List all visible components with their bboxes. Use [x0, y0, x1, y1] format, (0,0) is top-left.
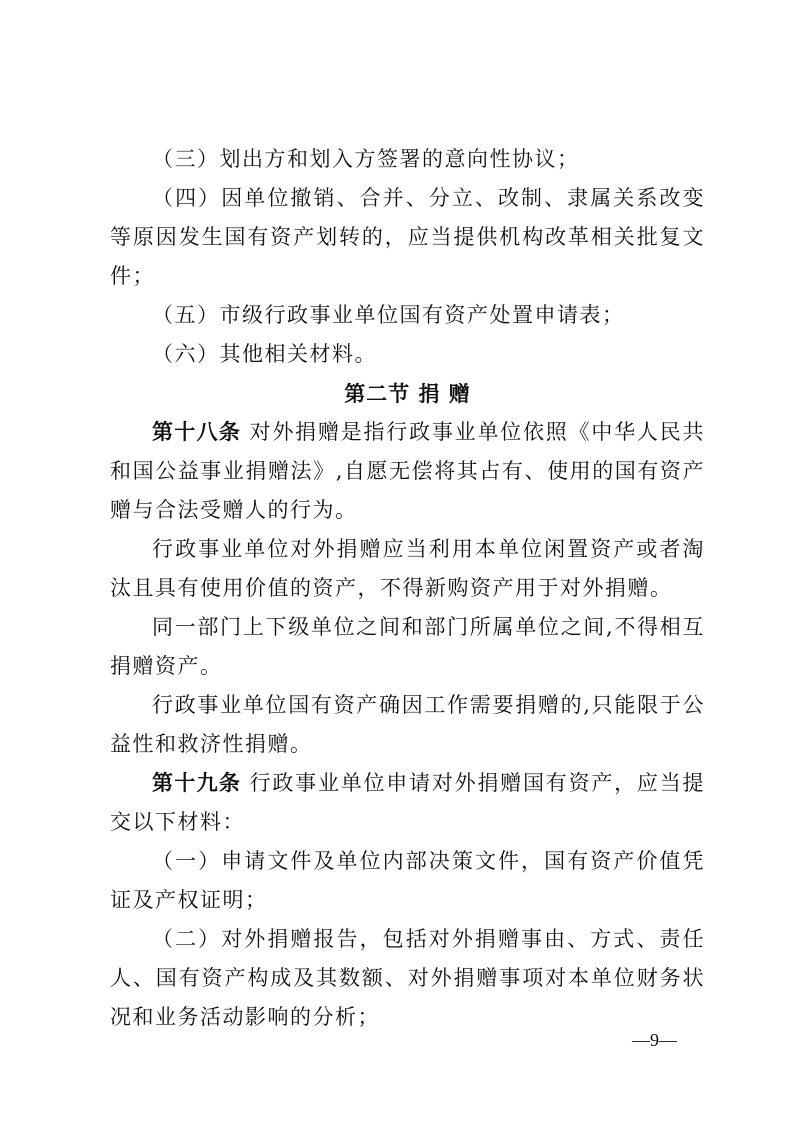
- article-19: [110, 764, 705, 842]
- list-item-6: （六）其他相关材料。: [152, 342, 377, 366]
- document-body: [110, 140, 705, 1037]
- paragraph-public-welfare: 行政事业单位国有资产确因工作需要捐赠的,只能限于公益性和救济性捐赠。: [110, 693, 705, 756]
- article-18-text: 对外捐赠是指行政事业单位依照《中华人民共和国公益事业捐赠法》,自愿无偿将其占有、使用的国有资产赠与合法受赠人的行为。: [110, 420, 706, 522]
- paragraph-idle-assets: 行政事业单位对外捐赠应当利用本单位闲置资产或者淘汰且具有使用价值的资产，不得新购资产用于对外捐赠。: [110, 537, 705, 600]
- article-18: [110, 413, 705, 530]
- paragraph-no-mutual-donation: 同一部门上下级单位之间和部门所属单位之间,不得相互捐赠资产。: [110, 615, 705, 678]
- list-item-4: （四）因单位撤销、合并、分立、改制、隶属关系改变等原因发生国有资产划转的，应当提供机构改革相关批复文件；: [110, 186, 705, 288]
- list-item-5: （五）市级行政事业单位国有资产处置申请表；: [152, 303, 625, 327]
- list-item-2: （二）对外捐赠报告，包括对外捐赠事由、方式、责任人、国有资产构成及其数额、对外捐赠事项对本单位财务状况和业务活动影响的分析；: [110, 927, 705, 1029]
- article-19-text: 行政事业单位申请对外捐赠国有资产，应当提交以下材料：: [110, 771, 706, 834]
- list-item-3: （三）划出方和划入方签署的意向性协议；: [152, 147, 580, 171]
- article-18-label: 第十八条: [152, 420, 242, 444]
- page-number: —9—: [632, 1030, 677, 1050]
- section-heading: 第二节 捐 赠: [344, 381, 471, 406]
- list-item-1: （一）申请文件及单位内部决策文件，国有资产价值凭证及产权证明；: [110, 849, 705, 912]
- article-19-label: 第十九条: [152, 771, 242, 795]
